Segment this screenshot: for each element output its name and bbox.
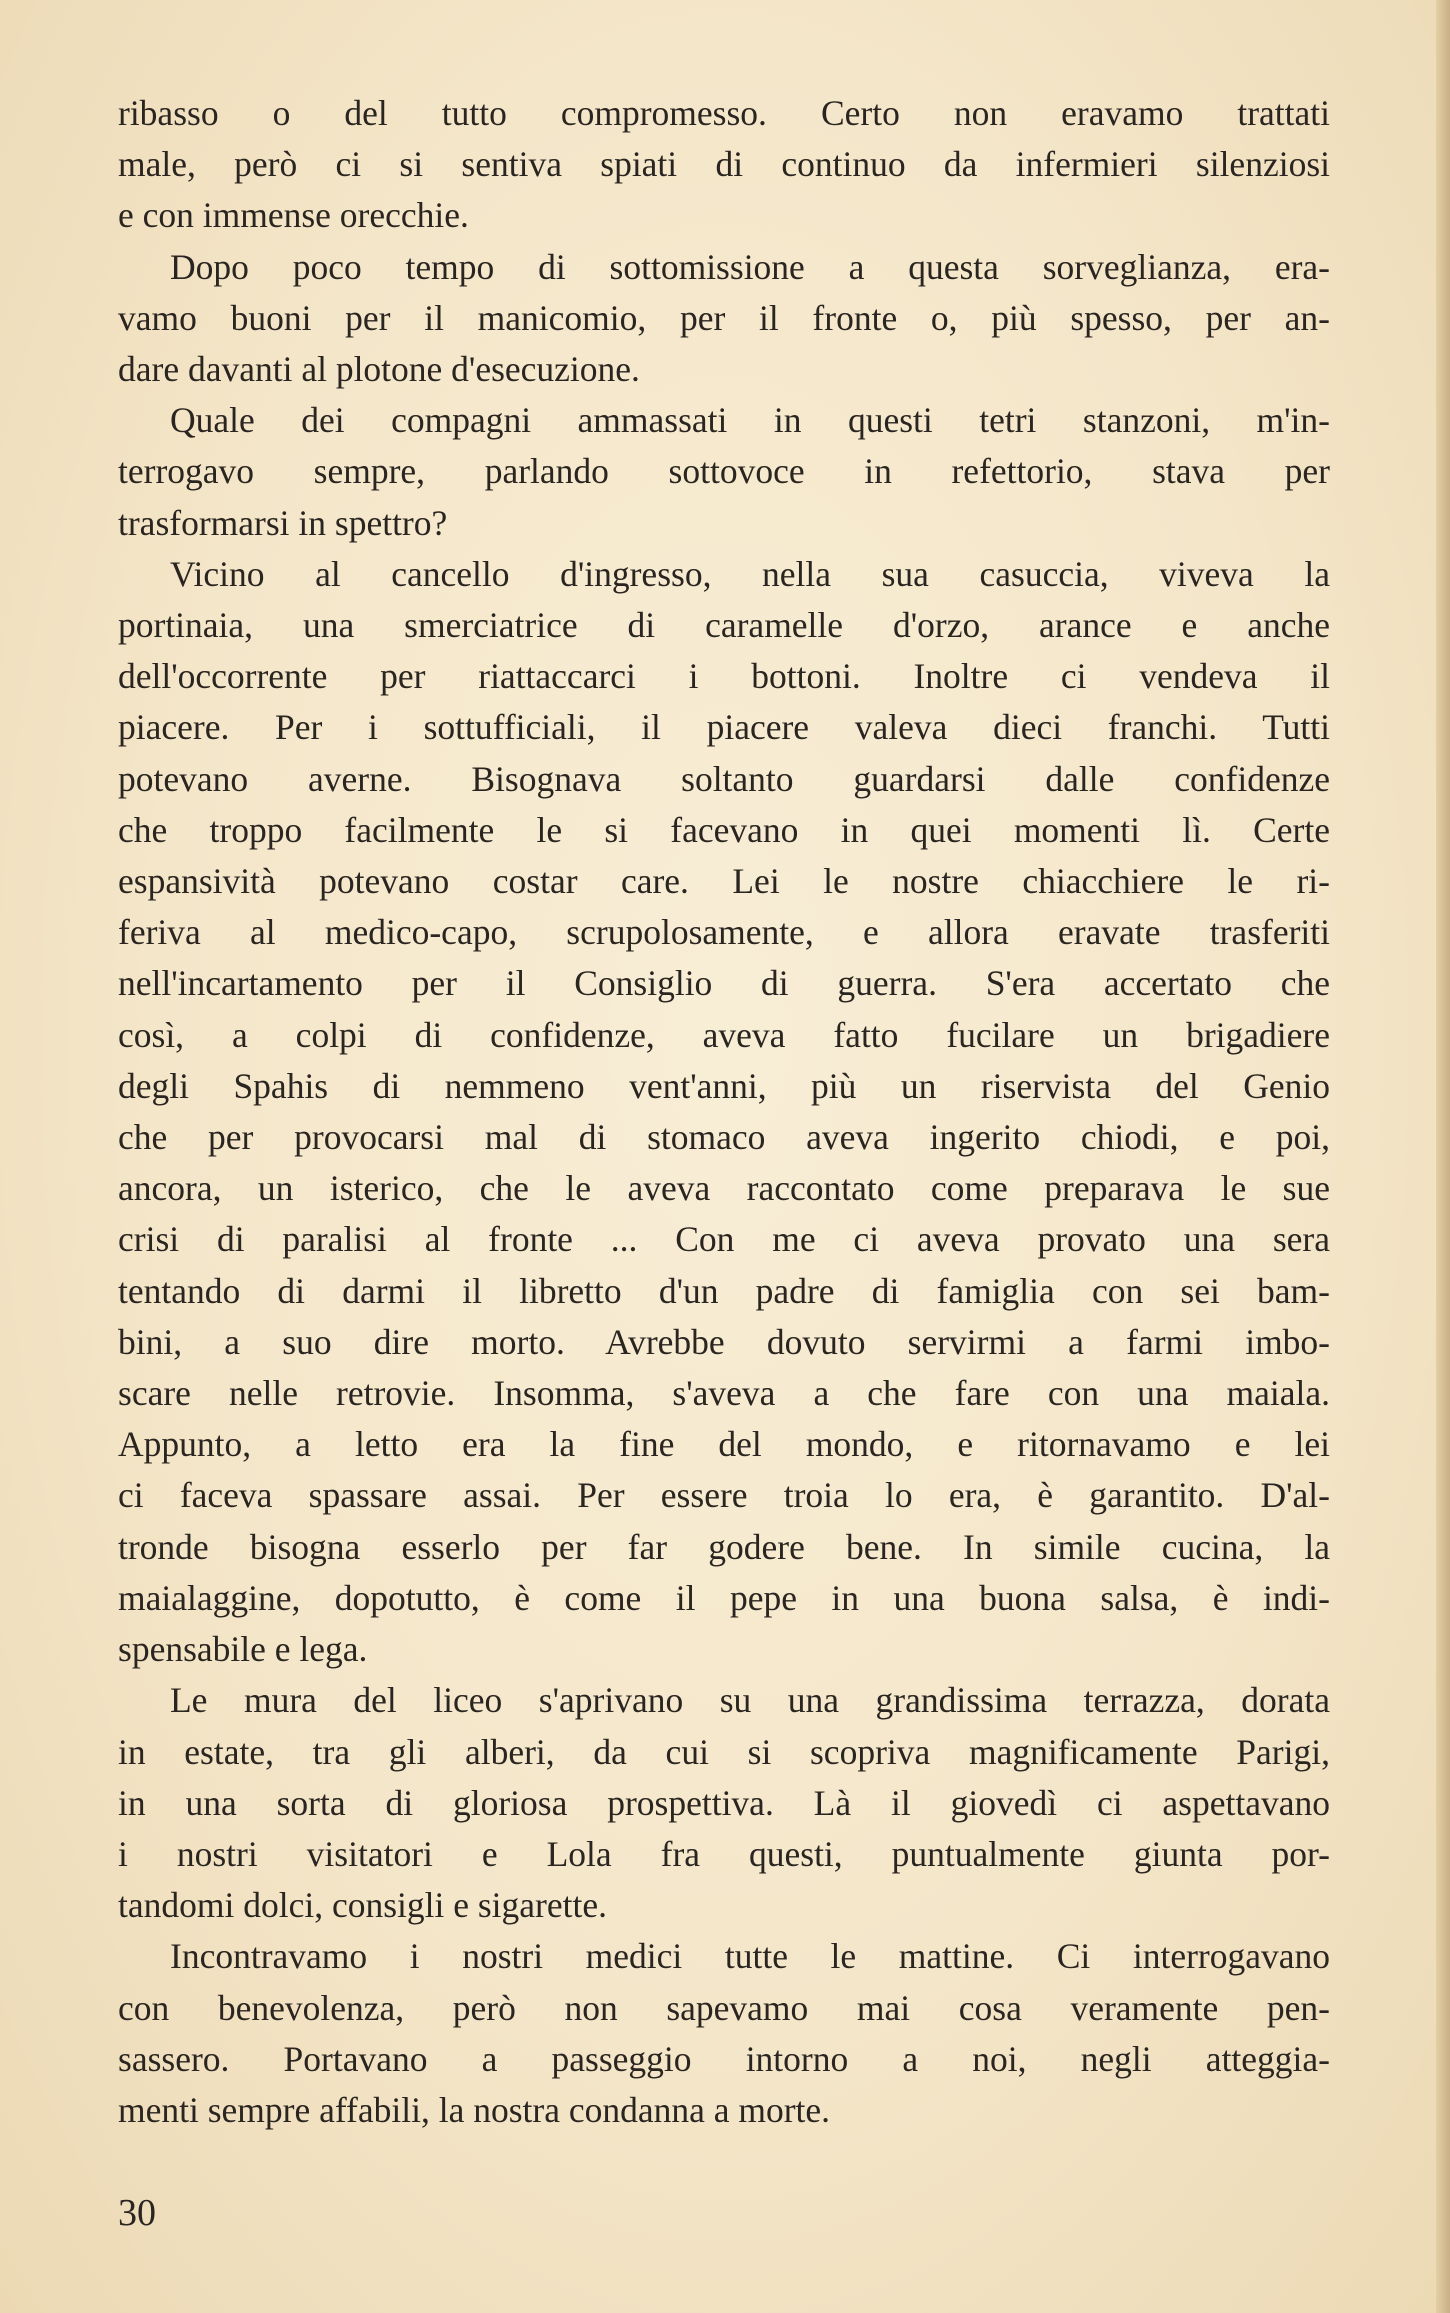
text-line: Incontravamo i nostri medici tutte le mattine. Ci interrogavano xyxy=(170,1936,1330,1977)
text-line: degli Spahis di nemmeno vent'anni, più un riservista del Genio xyxy=(118,1065,1330,1106)
text-line: con benevolenza, però non sapevamo mai cosa veramente pen- xyxy=(118,1987,1330,2028)
text-line: che troppo facilmente le si facevano in quei momenti lì. Certe xyxy=(118,809,1330,850)
text-line: bini, a suo dire morto. Avrebbe dovuto servirmi a farmi imbo- xyxy=(118,1321,1330,1362)
text-line: piacere. Per i sottufficiali, il piacere valeva dieci franchi. Tutti xyxy=(118,707,1330,748)
text-line: e con immense orecchie. xyxy=(118,195,469,236)
text-line: Dopo poco tempo di sottomissione a questa sorveglianza, era- xyxy=(170,246,1330,287)
text-line: scare nelle retrovie. Insomma, s'aveva a che fare con una maiala. xyxy=(118,1373,1330,1414)
page-edge-shadow xyxy=(1436,0,1450,2313)
text-line: crisi di paralisi al fronte ... Con me ci aveva provato una sera xyxy=(118,1219,1330,1260)
text-line: tandomi dolci, consigli e sigarette. xyxy=(118,1885,607,1926)
text-line: male, però ci si sentiva spiati di continuo da infermieri silenziosi xyxy=(118,144,1330,185)
text-line: maialaggine, dopotutto, è come il pepe in una buona salsa, è indi- xyxy=(118,1577,1330,1618)
text-line: Quale dei compagni ammassati in questi tetri stanzoni, m'in- xyxy=(170,400,1330,441)
text-line: menti sempre affabili, la nostra condanna a morte. xyxy=(118,2089,831,2130)
text-line: feriva al medico-capo, scrupolosamente, e allora eravate trasferiti xyxy=(118,912,1330,953)
text-line: sassero. Portavano a passeggio intorno a noi, negli atteggia- xyxy=(118,2038,1330,2079)
paragraph xyxy=(118,1675,1330,1931)
text-line: trasformarsi in spettro? xyxy=(118,502,448,543)
text-line: ribasso o del tutto compromesso. Certo non eravamo trattati xyxy=(118,93,1330,133)
text-line: vamo buoni per il manicomio, per il fronte o, più spesso, per an- xyxy=(118,297,1330,338)
text-line: così, a colpi di confidenze, aveva fatto fucilare un brigadiere xyxy=(118,1014,1330,1055)
paragraph xyxy=(118,88,1330,242)
text-line: tronde bisogna esserlo per far godere bene. In simile cucina, la xyxy=(118,1526,1330,1567)
text-line: i nostri visitatori e Lola fra questi, puntualmente giunta por- xyxy=(118,1833,1330,1874)
text-line: in una sorta di gloriosa prospettiva. Là il giovedì ci aspettavano xyxy=(118,1782,1330,1823)
text-line: espansività potevano costar care. Lei le nostre chiacchiere le ri- xyxy=(118,861,1330,902)
text-line: dare davanti al plotone d'esecuzione. xyxy=(118,349,640,390)
text-line: nell'incartamento per il Consiglio di guerra. S'era accertato che xyxy=(118,963,1330,1004)
paragraph xyxy=(118,242,1330,396)
text-line: portinaia, una smerciatrice di caramelle d'orzo, arance e anche xyxy=(118,605,1330,646)
text-line: tentando di darmi il libretto d'un padre di famiglia con sei bam- xyxy=(118,1270,1330,1311)
text-line: ancora, un isterico, che le aveva raccontato come preparava le sue xyxy=(118,1168,1330,1209)
page-number: 30 xyxy=(118,2192,156,2234)
text-line: Appunto, a letto era la fine del mondo, e ritornavamo e lei xyxy=(118,1424,1330,1465)
paragraph xyxy=(118,549,1330,1675)
text-line: Le mura del liceo s'aprivano su una grandissima terrazza, dorata xyxy=(170,1680,1330,1721)
paragraph xyxy=(118,1931,1330,2136)
text-line: dell'occorrente per riattaccarci i bottoni. Inoltre ci vendeva il xyxy=(118,656,1330,697)
text-line: potevano averne. Bisognava soltanto guardarsi dalle confidenze xyxy=(118,758,1330,799)
text-line: ci faceva spassare assai. Per essere troia lo era, è garantito. D'al- xyxy=(118,1475,1330,1516)
text-body xyxy=(118,88,1330,2136)
text-line: spensabile e lega. xyxy=(118,1629,368,1670)
text-line: in estate, tra gli alberi, da cui si scopriva magnificamente Parigi, xyxy=(118,1731,1330,1772)
text-line: terrogavo sempre, parlando sottovoce in refettorio, stava per xyxy=(118,451,1330,492)
paragraph xyxy=(118,395,1330,549)
text-line: Vicino al cancello d'ingresso, nella sua casuccia, viveva la xyxy=(170,553,1330,594)
text-line: che per provocarsi mal di stomaco aveva ingerito chiodi, e poi, xyxy=(118,1117,1330,1158)
